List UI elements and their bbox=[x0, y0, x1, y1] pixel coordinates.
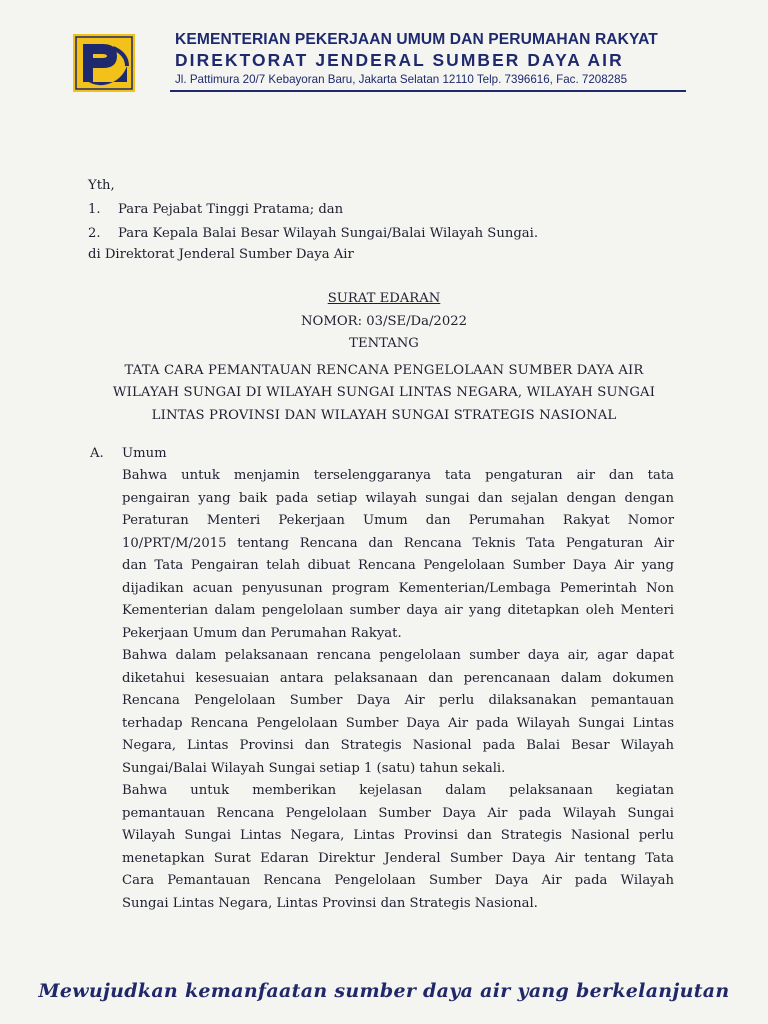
body-text-line: Bahwa untuk menjamin terselenggaranya tata pengaturan air dan tata bbox=[122, 468, 674, 483]
subject-line: TATA CARA PEMANTAUAN RENCANA PENGELOLAAN SUMBER DAYA AIR bbox=[124, 362, 644, 378]
body-text-line: Sungai/Balai Wilayah Sungai setiap 1 (satu) tahun sekali. bbox=[122, 760, 506, 776]
recipient-number: 2. bbox=[88, 226, 101, 241]
body-text-line: diketahui kesesuaian antara pelaksanaan dan perencanaan dalam dokumen bbox=[122, 670, 674, 686]
document-title bbox=[0, 288, 768, 427]
body-text-line: Sungai Lintas Negara, Lintas Provinsi dan Strategis Nasional. bbox=[122, 895, 538, 911]
body-text-line: pemantauan Rencana Pengelolaan Sumber Daya Air pada Wilayah Sungai bbox=[122, 805, 674, 821]
body-text-line: 10/PRT/M/2015 tentang Rencana dan Rencana Teknis Tata Pengaturan Air bbox=[122, 535, 674, 551]
body-text-line: Peraturan Menteri Pekerjaan Umum dan Perumahan Rakyat Nomor bbox=[122, 513, 674, 528]
recipient-location: di Direktorat Jenderal Sumber Daya Air bbox=[88, 247, 354, 262]
body-text-line: Wilayah Sungai Lintas Negara, Lintas Provinsi dan Strategis Nasional perlu bbox=[122, 828, 674, 843]
document-type: SURAT EDARAN bbox=[327, 291, 441, 306]
body-text-line: Pekerjaan Umum dan Perumahan Rakyat. bbox=[122, 625, 402, 641]
footer-motto: Mewujudkan kemanfaatan sumber daya air yang berkelanjutan bbox=[38, 980, 730, 1002]
body-text-line: Rencana Pengelolaan Sumber Daya Air perlu dilaksanakan pemantauan bbox=[122, 693, 674, 708]
recipient-number: 1. bbox=[88, 202, 101, 217]
section-heading: Umum bbox=[122, 446, 167, 461]
directorate-name: DIREKTORAT JENDERAL SUMBER DAYA AIR bbox=[175, 50, 624, 70]
body-text-line: Bahwa dalam pelaksanaan rencana pengelolaan sumber daya air, agar dapat bbox=[122, 648, 674, 663]
subject-line: WILAYAH SUNGAI DI WILAYAH SUNGAI LINTAS NEGARA, WILAYAH SUNGAI bbox=[112, 385, 656, 400]
body-text-line: terhadap Rencana Pengelolaan Sumber Daya Air pada Wilayah Sungai Lintas bbox=[122, 715, 674, 731]
office-address: Jl. Pattimura 20/7 Kebayoran Baru, Jakarta Selatan 12110 Telp. 7396616, Fac. 7208285 bbox=[175, 73, 628, 86]
document-subject bbox=[0, 360, 768, 428]
body-text-line: dijadikan acuan penyusunan program Kementerian/Lembaga Pemerintah Non bbox=[122, 580, 674, 596]
document-number: NOMOR: 03/SE/Da/2022 bbox=[301, 313, 467, 329]
salutation: Yth, bbox=[88, 178, 115, 193]
ministry-name: KEMENTERIAN PEKERJAAN UMUM DAN PERUMAHAN RAKYAT bbox=[175, 31, 658, 48]
recipient-item bbox=[88, 199, 538, 223]
body-text-line: Bahwa untuk memberikan kejelasan dalam pelaksanaan kegiatan bbox=[122, 783, 674, 798]
body-text-line: Negara, Lintas Provinsi dan Strategis Nasional pada Balai Besar Wilayah bbox=[122, 738, 674, 753]
section-body bbox=[122, 465, 674, 915]
body-text-line: menetapkan Surat Edaran Direktur Jenderal Sumber Daya Air tentang Tata bbox=[122, 850, 674, 866]
body-text-line: Cara Pemantauan Rencana Pengelolaan Sumber Daya Air pada Wilayah bbox=[122, 873, 674, 888]
section-letter: A. bbox=[90, 446, 104, 461]
letterhead bbox=[175, 31, 695, 86]
recipient-text: Para Kepala Balai Besar Wilayah Sungai/Balai Wilayah Sungai. bbox=[118, 226, 539, 241]
body-text-line: Kementerian dalam pengelolaan sumber daya air yang ditetapkan oleh Menteri bbox=[122, 603, 674, 618]
body-text-line: pengairan yang baik pada setiap wilayah sungai dan sejalan dengan dengan bbox=[122, 490, 674, 506]
recipient-list bbox=[88, 199, 538, 247]
recipient-text: Para Pejabat Tinggi Pratama; dan bbox=[118, 202, 344, 217]
subject-line: LINTAS PROVINSI DAN WILAYAH SUNGAI STRATEGIS NASIONAL bbox=[151, 407, 617, 423]
ministry-logo bbox=[73, 34, 135, 92]
about-label: TENTANG bbox=[349, 336, 419, 351]
letterhead-divider bbox=[170, 90, 686, 92]
body-text-line: dan Tata Pengairan telah dibuat Rencana Pengelolaan Sumber Daya Air yang bbox=[122, 558, 674, 573]
